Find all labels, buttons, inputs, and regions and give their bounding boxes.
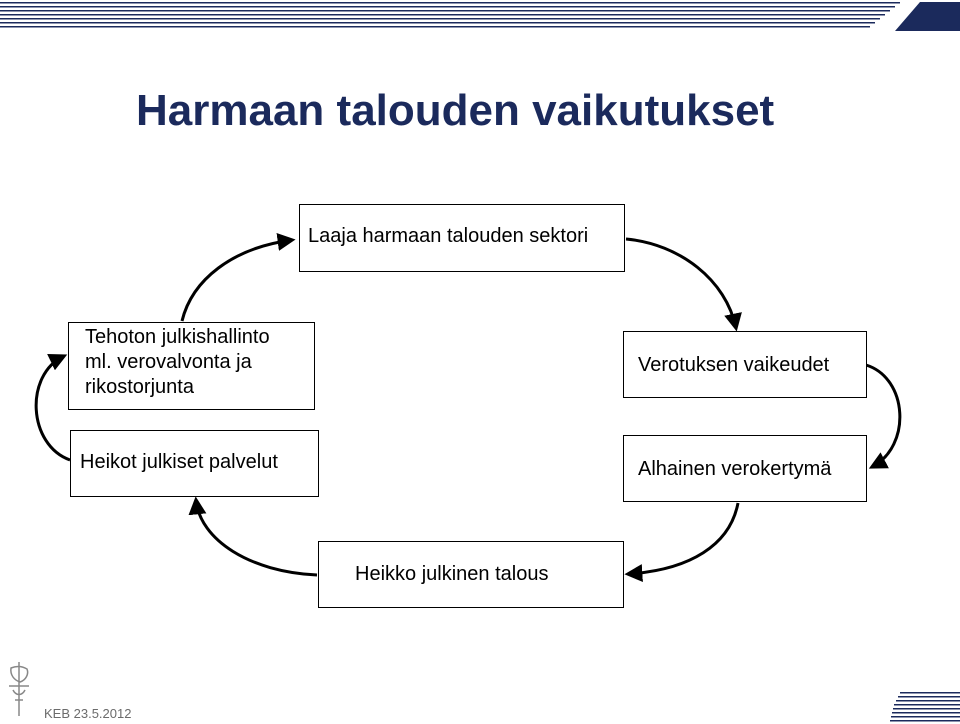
box-label: Heikko julkinen talous <box>355 563 549 585</box>
bottom-stripes-decoration <box>890 690 960 724</box>
box-verotuksen-vaikeudet <box>623 331 867 398</box>
arrow-tehoton-to-sector <box>182 240 292 321</box>
arrow-verotus-to-alhainen <box>866 365 900 467</box>
arrow-heikko-to-heikot <box>196 500 317 575</box>
box-label: Verotuksen vaikeudet <box>638 354 830 376</box>
box-label-line-2: ml. verovalvonta ja <box>85 351 252 373</box>
box-tehoton-julkishallinto <box>68 322 315 410</box>
arrow-heikot-to-tehoton <box>36 356 70 460</box>
box-label: Heikot julkiset palvelut <box>80 451 278 473</box>
footer-date: KEB 23.5.2012 <box>44 706 132 721</box>
page-title: Harmaan talouden vaikutukset <box>136 86 775 135</box>
box-label: Laaja harmaan talouden sektori <box>308 225 589 247</box>
box-alhainen-verokertyma <box>623 435 867 502</box>
box-label: Alhainen verokertymä <box>638 458 832 480</box>
box-heikot-julkiset-palvelut <box>70 430 319 497</box>
lion-emblem-icon <box>2 660 36 720</box>
arrow-sector-to-verotus <box>626 239 736 328</box>
arrow-alhainen-to-heikko <box>628 503 738 574</box>
box-laaja-harmaan-talouden-sektori <box>299 204 625 272</box>
box-label-line-3: rikostorjunta <box>85 376 194 398</box>
box-heikko-julkinen-talous <box>318 541 624 608</box>
box-label-line-1: Tehoton julkishallinto <box>85 326 270 348</box>
